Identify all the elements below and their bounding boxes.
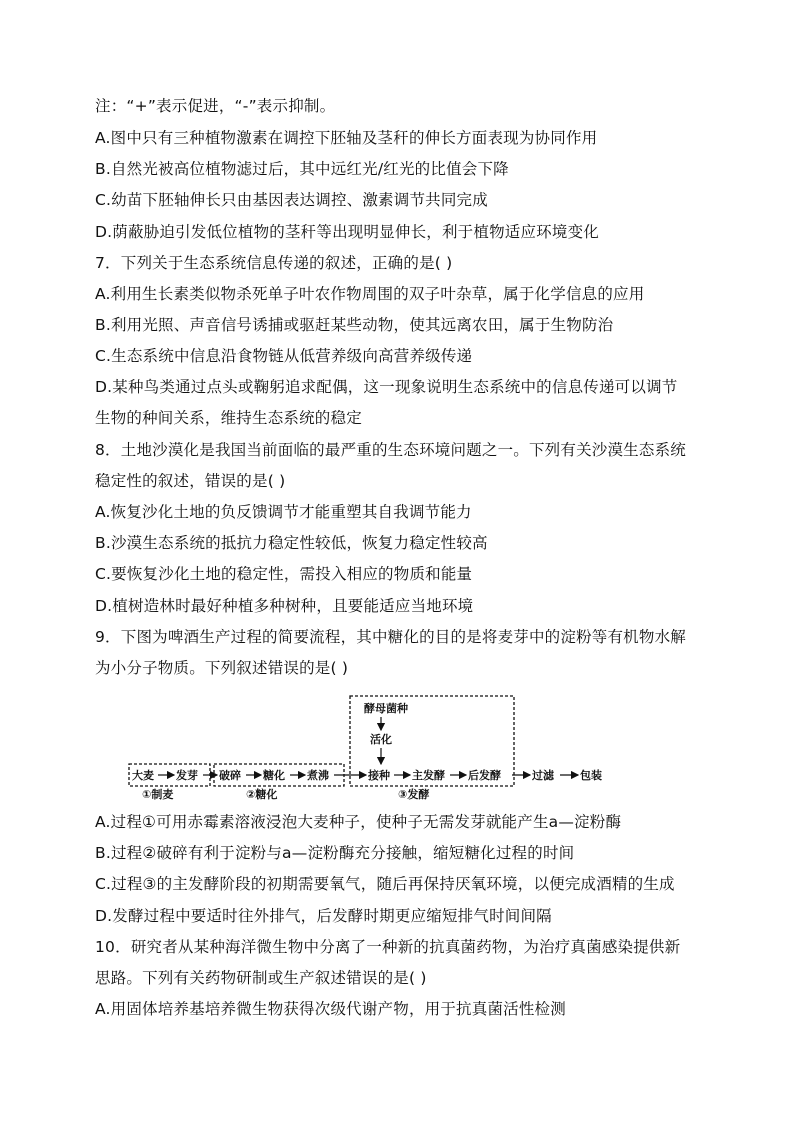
- q7-option-d-line1: D.某种鸟类通过点头或鞠躬追求配偶，这一现象说明生态系统中的信息传递可以调节: [95, 378, 678, 396]
- q8-option-a: A.恢复沙化土地的负反馈调节才能重塑其自我调节能力: [95, 503, 472, 521]
- q7-option-d-line2: 生物的种间关系，维持生态系统的稳定: [95, 409, 362, 427]
- q10-option-a: A.用固体培养基培养微生物获得次级代谢产物，用于抗真菌活性检测: [95, 1000, 566, 1018]
- q9-option-a: A.过程①可用赤霉素溶液浸泡大麦种子，使种子无需发芽就能产生a—淀粉酶: [95, 813, 622, 831]
- q7-option-a: A.利用生长素类似物杀死单子叶农作物周围的双子叶杂草，属于化学信息的应用: [95, 285, 645, 303]
- q6-option-a: A.图中只有三种植物激素在调控下胚轴及茎秆的伸长方面表现为协同作用: [95, 129, 598, 147]
- q9-option-c: C.过程③的主发酵阶段的初期需要氧气，随后再保持厌氧环境，以便完成酒精的生成: [95, 875, 675, 893]
- q9-stem-line1: 9．下图为啤酒生产过程的简要流程，其中糖化的目的是将麦芽中的淀粉等有机物水解: [95, 628, 686, 646]
- q6-option-c: C.幼苗下胚轴伸长只由基因表达调控、激素调节共同完成: [95, 191, 488, 209]
- q8-stem-line2: 稳定性的叙述，错误的是( ): [95, 472, 286, 490]
- q10-stem-line1: 10．研究者从某种海洋微生物中分离了一种新的抗真菌药物，为治疗真菌感染提供新: [95, 938, 681, 956]
- post-ferment-label: 后发酵: [468, 769, 501, 782]
- activate-label: 活化: [370, 733, 392, 746]
- beer-production-flowchart: [128, 692, 648, 804]
- barley-label: 大麦: [132, 769, 154, 782]
- boil-label: 煮沸: [307, 769, 329, 782]
- q9-stem-line2: 为小分子物质。下列叙述错误的是( ): [95, 659, 349, 677]
- q9-option-b: B.过程②破碎有利于淀粉与a—淀粉酶充分接触，缩短糖化过程的时间: [95, 844, 575, 862]
- q9-option-d: D.发酵过程中要适时往外排气，后发酵时期更应缩短排气时间间隔: [95, 907, 552, 925]
- germinate-label: 发芽: [176, 769, 198, 782]
- crush-label: 破碎: [219, 769, 241, 782]
- q7-option-b: B.利用光照、声音信号诱捕或驱赶某些动物，使其远离农田，属于生物防治: [95, 316, 614, 334]
- stage1-caption: ①制麦: [142, 788, 174, 801]
- q8-option-d: D.植树造林时最好种植多种树种，且要能适应当地环境: [95, 597, 474, 615]
- stage2-caption: ②糖化: [246, 788, 278, 801]
- q10-stem-line2: 思路。下列有关药物研制或生产叙述错误的是( ): [95, 969, 427, 987]
- stage3-caption: ③发酵: [398, 788, 430, 801]
- filter-label: 过滤: [532, 769, 554, 782]
- q8-option-c: C.要恢复沙化土地的稳定性，需投入相应的物质和能量: [95, 565, 473, 583]
- main-ferment-label: 主发酵: [412, 769, 445, 782]
- figure-note: 注：“+”表示促进，“-”表示抑制。: [95, 97, 336, 115]
- inoculate-label: 接种: [368, 769, 390, 782]
- package-label: 包装: [580, 769, 602, 782]
- q7-option-c: C.生态系统中信息沿食物链从低营养级向高营养级传递: [95, 347, 473, 365]
- q8-option-b: B.沙漠生态系统的抵抗力稳定性较低，恢复力稳定性较高: [95, 534, 488, 552]
- q6-option-d: D.荫蔽胁迫引发低位植物的茎秆等出现明显伸长，利于植物适应环境变化: [95, 223, 599, 241]
- saccharify-label: 糖化: [263, 769, 285, 782]
- q7-stem: 7．下列关于生态系统信息传递的叙述，正确的是( ): [95, 254, 453, 272]
- q6-option-b: B.自然光被高位植物滤过后，其中远红光/红光的比值会下降: [95, 160, 509, 178]
- yeast-label: 酵母菌种: [364, 702, 408, 715]
- q8-stem-line1: 8．土地沙漠化是我国当前面临的最严重的生态环境问题之一。下列有关沙漠生态系统: [95, 441, 686, 459]
